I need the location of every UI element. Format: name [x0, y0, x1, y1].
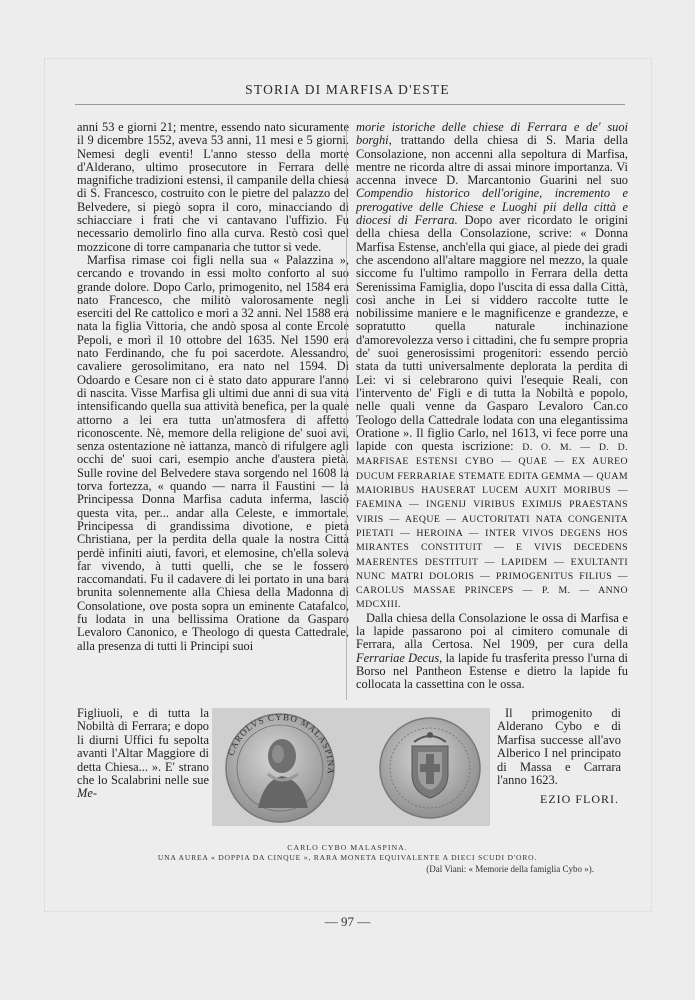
left-continuation-b: Me- — [77, 786, 97, 801]
page-number: — 97 — — [324, 914, 371, 929]
right-paragraph-1-text-b: Dopo aver ricordato le origini della chiesa della Consolazione, scrive: « Donna Marfisa Estense, anch'ella qui giace, al piede dei gradi che ascendono all'altare maggiore nel mezzo, la quale siccome fu l'ultimo rampollo in Ferrara della detta Serenissima Famiglia, dopo l'uscita di essa dalla Città, così anche in Lei si viddero raccolte tutte le nobilissime maniere e le magnificenze e grandezze, e sopratutto quella naturale inchinazione d'amorevolezza verso i cittadini, che fu sempre propria de' suoi generosissimi progenitori: essendo perciò stata da tutti universalmente deplorata la perdita di Lei: vi si celebrarono quivi l'esequie Reali, con l'intervento de' Figli e di tutta la Nobiltà e popolo, nelle quali venne da Gasparo Levaloro Can.co Teologo della Cattedrale lodata con una elegantissima Oratione ». Il figlio Carlo, nel 1613, vi fece porre una lapide con questa iscrizione: — [356, 213, 628, 454]
running-title: STORIA DI MARFISA D'ESTE — [245, 82, 450, 97]
italic-ferrariae-decus: Ferrariae Decus, — [356, 650, 443, 665]
author-signature: EZIO FLORI. — [540, 792, 619, 806]
right-column-closing — [497, 707, 621, 787]
right-paragraph-2 — [356, 612, 628, 692]
left-column-continuation — [77, 707, 209, 801]
right-paragraph-1-text-a: trattando della chiesa di S. Maria della Consolazione, non accenni alla sepoltura di Marfisa, mentre ne ricorda altre di assai minore importanza. Vi accenna invece D. Marcantonio Guarini nel suo — [356, 133, 628, 188]
left-paragraph-1: anni 53 e giorni 21; mentre, essendo nato sicuramente il 9 dicembre 1552, aveva 53 anni, 11 mesi e 5 giorni. Nemesi degli eventi! L'anno stesso della morte d'Alderano, ultimo prosecutore in Ferrara delle magnifiche tradizioni estensi, il campanile della chiesa di S. Francesco, costruito con le pietre del palazzo del Belvedere, si piegò sopra il coro, minacciando di schiacciare i frati che vi cantavano l'uffizio. Fu necessario demolirlo fino alla curva. Restò così quel mozzicone di torre campanaria che tuttor si vede. — [77, 120, 349, 254]
coin-plate-image — [212, 708, 490, 826]
left-continuation-a: Figliuoli, e di tutta la Nobiltà di Ferrara; e dopo li diurni Uffici fu sepolta avanti l'Altar Maggiore di detta Chiesa... ». E' strano che lo Scalabrini nelle sue — [77, 706, 209, 788]
inscription: D. O. M. — D. D. MARFISAE ESTENSI CYBO — QUAE — EX AUREO DUCUM FERRARIAE STEMATE EDITA GEMMA — QUAM MAIORIBUS HAUSERAT LUCEM AUXIT MORIBUS — FAEMINA — INGENIJ VIRIBUS EXIMIJS PRAESTANS VIRIS — AEQUE — AUCTORITATI NATA CONGENITA PIETATI — HEROINA — INTER VIVOS DEGENS HOS MIRANTES CONSTITUIT — E VIVIS DECEDENS MAERENTES DESTITUIT — LAPIDEM — EXULTANTI NUNC MATRI DOLORIS — PRIMOGENITUS FILIUS — CAROLUS MASSAE PRINCEPS — P. M. — ANNO MDCXIII. — [356, 442, 628, 611]
header-rule — [75, 104, 625, 105]
italic-title-scalabrini: morie istoriche delle chiese di Ferrara e de' suoi borghi, — [356, 120, 628, 148]
coin-illustration — [212, 708, 490, 826]
left-column — [77, 121, 349, 653]
left-continuation-text — [77, 707, 209, 801]
figure-caption-title: CARLO CYBO MALASPINA. — [287, 843, 408, 852]
coin-reverse — [380, 718, 480, 818]
figure-caption-description: UNA AUREA « DOPPIA DA CINQUE », RARA MONETA EQUIVALENTE A DIECI SCUDI D'ORO. — [157, 853, 538, 862]
figure-caption-source: (Dal Viani: « Memorie della famiglia Cybo »). — [426, 864, 594, 874]
right-paragraph-3: Il primogenito di Alderano Cybo e di Marfisa successe all'avo Alberico I nel principato di Massa e Carrara l'anno 1623. — [497, 706, 621, 788]
column-divider — [346, 124, 347, 700]
obverse-legend: CAROLVS CYBO MALASPINA — [225, 711, 337, 776]
right-paragraph-1 — [356, 121, 628, 612]
italic-title-guarini: Compendio historico dell'origine, incremento e prerogative delle Chiese e Luoghi pii della città e diocesi di Ferrara. — [356, 186, 628, 228]
right-paragraph-2-text-a: Dalla chiesa della Consolazione le ossa di Marfisa e la lapide passarono poi al cimitero comunale di Ferrara, alla Certosa. Nel 1909, per cura della — [356, 610, 628, 652]
right-column — [356, 121, 628, 691]
right-paragraph-2-text-b: la lapide fu trasferita presso l'urna di Borso nel Pantheon Estense e dietro la lapide fu collocata la cassettina con le ossa. — [356, 650, 628, 692]
left-paragraph-2: Marfisa rimase coi figli nella sua « Palazzina », cercando e trovando in essi molto conforto al suo grande dolore. Dopo Carlo, primogenito, nel 1584 era nato Francesco, che militò valorosamente negli eserciti del Re cattolico e morì a 32 anni. Nel 1588 era nata la figlia Vittoria, che andò sposa al conte Ercole Pepoli, e morì il 10 ottobre del 1635. Nel 1590 era nato Ferdinando, che fu poi sacerdote. Alessandro, cavaliere gerosolimitano, era nato nel 1594. Di Odoardo e Cesare non ci è stato dato appurare l'anno di nascita. Visse Marfisa gli ultimi due anni di sua vita intensificando quella sua attività benefica, per la quale attorno a lei era tutta un'atmosfera di affetto riconoscente. Nè, memore della religione de' suoi avi, senza ostentazione nè iattanza, mancò di rifulgere agli occhi de' suoi cari, esempio anche d'austera pietà. Sulle rovine del Belvedere stava sorgendo nel 1608 la torva fortezza, « quando — narra il Faustini — la Principessa Donna Marfisa caduta inferma, lasciò questa vita, per... andar alla Celeste, e immortale. Principessa di grandissima divotione, e pietà Christiana, per la perdita della quale la nostra Città perdè infiniti aiuti, favori, et elemosine, ch'ella soleva far vivendo, à tutti quelli, che se le fossero raccomandati. Fu il cadavere di lei portato in una bara brunita solennemente alla Chiesa della Madonna di Consolatione, ove posta sopra un eminente Catafalco, fu lodata in una bellissima Oratione da Gasparo Levaloro Canonico, e Theologo di questa Cattedrale, alla presenza di tutti li Principi suoi — [77, 252, 349, 653]
coin-obverse — [226, 712, 336, 822]
